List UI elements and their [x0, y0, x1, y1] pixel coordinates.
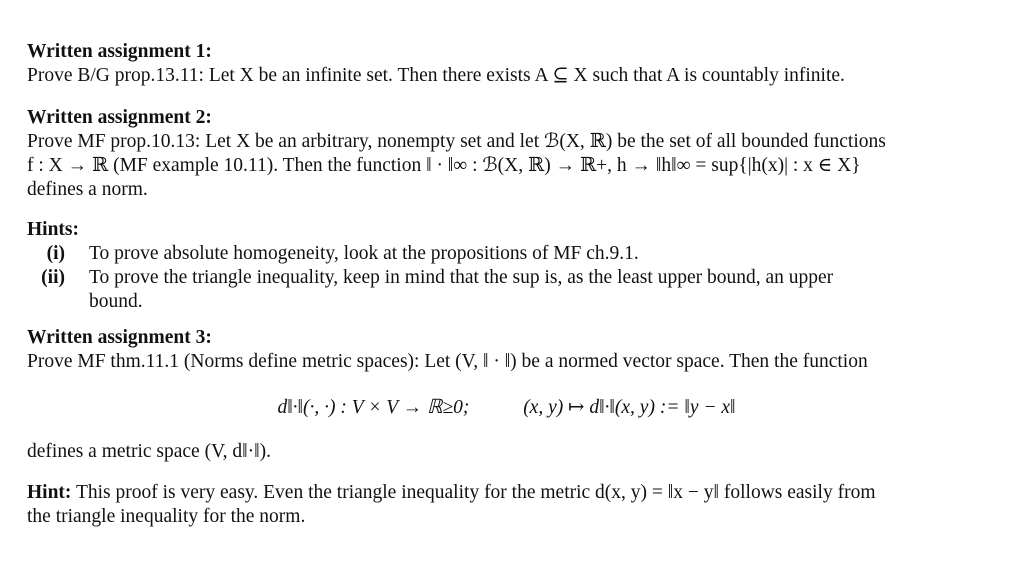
assignment-1 — [27, 40, 987, 88]
assignment-3-heading: Written assignment 3: — [27, 327, 212, 348]
assignment-3-hint — [27, 481, 987, 529]
assignment-3-hint-line-1 — [27, 481, 987, 505]
hint-number: (i) — [46, 243, 65, 264]
hints-block — [27, 218, 987, 314]
metric-formula: (x, y) ↦ d‖·‖(x, y) := ‖y − x‖ — [523, 397, 736, 418]
assignment-2 — [27, 106, 987, 202]
assignment-3-line-1: Prove MF thm.11.1 (Norms define metric spaces): Let (V, ‖ · ‖) be a normed vector space. Then the function — [27, 351, 868, 372]
hint-label: Hint: — [27, 482, 72, 503]
hints-list — [27, 242, 987, 314]
hint-text-continued: bound. — [89, 291, 143, 312]
assignment-2-line-1: Prove MF prop.10.13: Let X be an arbitrary, nonempty set and let ℬ(X, ℝ) be the set of all bounded functions — [27, 131, 886, 152]
hint-item-2 — [27, 266, 987, 314]
hint-item-1 — [27, 242, 987, 266]
assignment-1-statement: Prove B/G prop.13.11: Let X be an infinite set. Then there exists A ⊆ X such that A is countably infinite. — [27, 65, 845, 86]
assignment-3-conclusion — [27, 440, 987, 464]
assignment-2-heading: Written assignment 2: — [27, 107, 212, 128]
assignment-3-line-2: defines a metric space (V, d‖·‖). — [27, 441, 271, 462]
hint-number: (ii) — [41, 267, 65, 288]
metric-signature: d‖·‖(·, ·) : V × V → ℝ≥0; — [277, 397, 470, 418]
assignment-3 — [27, 326, 987, 374]
assignment-1-heading: Written assignment 1: — [27, 41, 212, 62]
assignment-2-line-2: f : X → ℝ (MF example 10.11). Then the function ‖ · ‖∞ : ℬ(X, ℝ) → ℝ+, h → ‖h‖∞ = sup{|h(x)| : x ∈ X} — [27, 155, 861, 176]
assignment-3-hint-line-2: the triangle inequality for the norm. — [27, 506, 306, 527]
hint-body: This proof is very easy. Even the triangle inequality for the metric d(x, y) = ‖x − y‖ follows easily from — [71, 482, 876, 503]
hint-text: To prove absolute homogeneity, look at the propositions of MF ch.9.1. — [89, 243, 639, 264]
assignment-2-line-3: defines a norm. — [27, 179, 148, 200]
hint-text: To prove the triangle inequality, keep in mind that the sup is, as the least upper bound, an upper — [89, 267, 834, 288]
hints-heading: Hints: — [27, 219, 80, 240]
metric-definition-display — [0, 396, 1013, 420]
